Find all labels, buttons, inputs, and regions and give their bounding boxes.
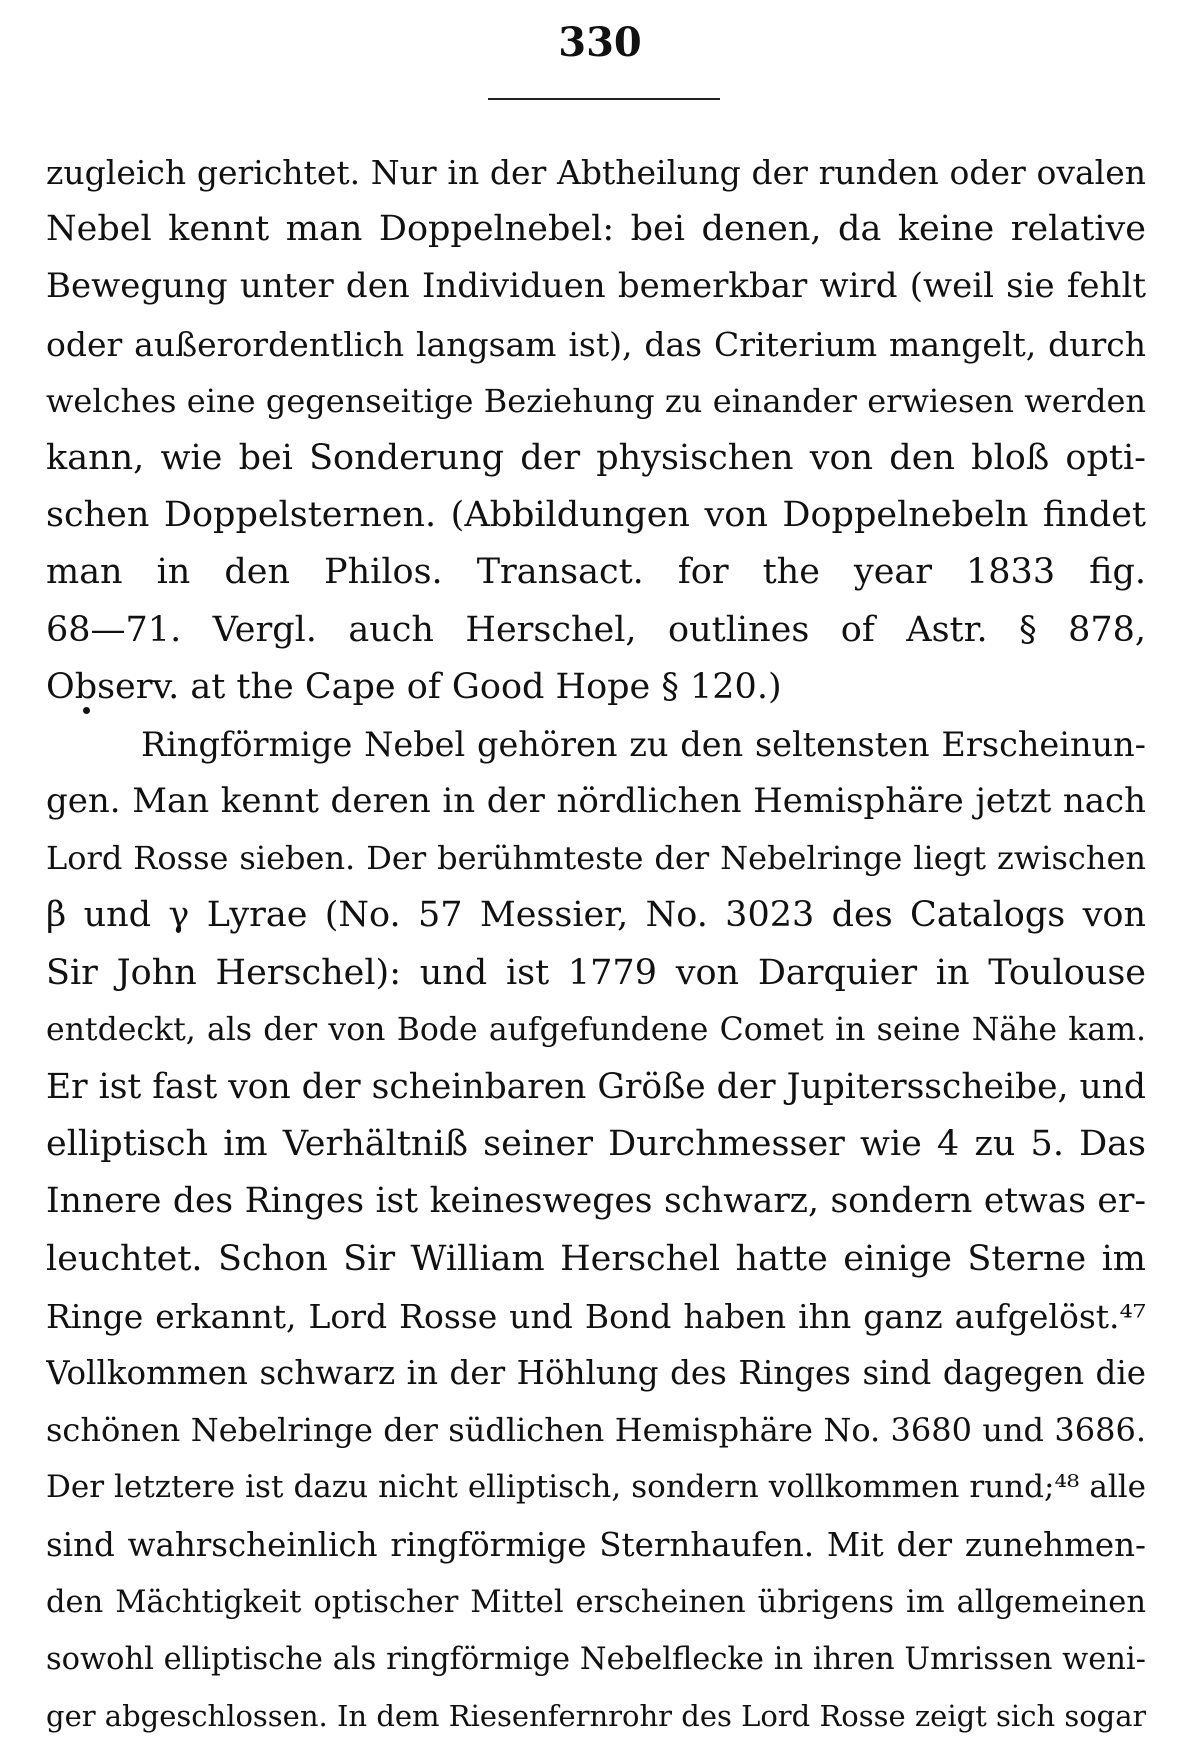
text-line: ger abgeschlossen. In dem Riesenfernrohr des Lord Rosse zeigt sich sogar [46, 1699, 1146, 1734]
text-line: schen Doppelsternen. (Abbildungen von Doppelnebeln findet [46, 495, 1146, 536]
text-line: welches eine gegenseitige Beziehung zu einander erwiesen werden [46, 381, 1146, 420]
text-line: β und γ Lyrae (No. 57 Messier, No. 3023 des Catalogs von [46, 895, 1146, 936]
text-line: gen. Man kennt deren in der nördlichen Hemisphäre jetzt nach [46, 781, 1146, 822]
text-line: Observ. at the Cape of Good Hope § 120.) [46, 666, 782, 707]
text-line: Nebel kennt man Doppelnebel: bei denen, da keine relative [46, 209, 1146, 250]
text-line: elliptisch im Verhältniß seiner Durchmesser wie 4 zu 5. Das [46, 1124, 1146, 1165]
text-line: Vollkommen schwarz in der Höhlung des Ringes sind dagegen die [46, 1353, 1146, 1392]
text-line: Sir John Herschel): und ist 1779 von Darquier in Toulouse [46, 952, 1146, 993]
text-line: zugleich gerichtet. Nur in der Abtheilung der runden oder ovalen [46, 153, 1146, 192]
text-line: schönen Nebelringe der südlichen Hemisphäre No. 3680 und 3686. [46, 1411, 1146, 1450]
text-line: Ringe erkannt, Lord Rosse und Bond haben ihn ganz aufgelöst.⁴⁷ [46, 1296, 1146, 1336]
text-line: oder außerordentlich langsam ist), das Criterium mangelt, durch [46, 324, 1146, 364]
text-line: Bewegung unter den Individuen bemerkbar wird (weil sie fehlt [46, 266, 1146, 307]
text-line: Der letztere ist dazu nicht elliptisch, sondern vollkommen rund;⁴⁸ alle [46, 1469, 1146, 1506]
page-number: 330 [558, 19, 642, 66]
text-line: Lord Rosse sieben. Der berühmteste der Nebelringe liegt zwischen [46, 839, 1146, 878]
text-line: Innere des Ringes ist keinesweges schwarz, sondern etwas er- [46, 1181, 1146, 1222]
text-line: den Mächtigkeit optischer Mittel erscheinen übrigens im allgemeinen [46, 1584, 1146, 1620]
text-line: entdeckt, als der von Bode aufgefundene Comet in seine Nähe kam. [46, 1011, 1146, 1048]
text-line: Er ist fast von der scheinbaren Größe der Jupitersscheibe, und [46, 1067, 1146, 1107]
text-line: 68—71. Vergl. auch Herschel, outlines of Astr. § 878, [46, 609, 1146, 650]
text-line: kann, wie bei Sonderung der physischen von den bloß opti- [46, 437, 1146, 478]
text-line: sowohl elliptische als ringförmige Nebelflecke in ihren Umrissen weni- [46, 1641, 1146, 1677]
text-line: man in den Philos. Transact. for the year 1833 fig. [46, 552, 1146, 593]
text-line: leuchtet. Schon Sir William Herschel hatte einige Sterne im [46, 1238, 1146, 1279]
text-line: sind wahrscheinlich ringförmige Sternhaufen. Mit der zunehmen- [46, 1525, 1146, 1564]
body-text [46, 144, 1146, 1745]
header-rule [488, 98, 720, 100]
text-line: Ringförmige Nebel gehören zu den seltensten Erscheinun- [141, 724, 1146, 764]
